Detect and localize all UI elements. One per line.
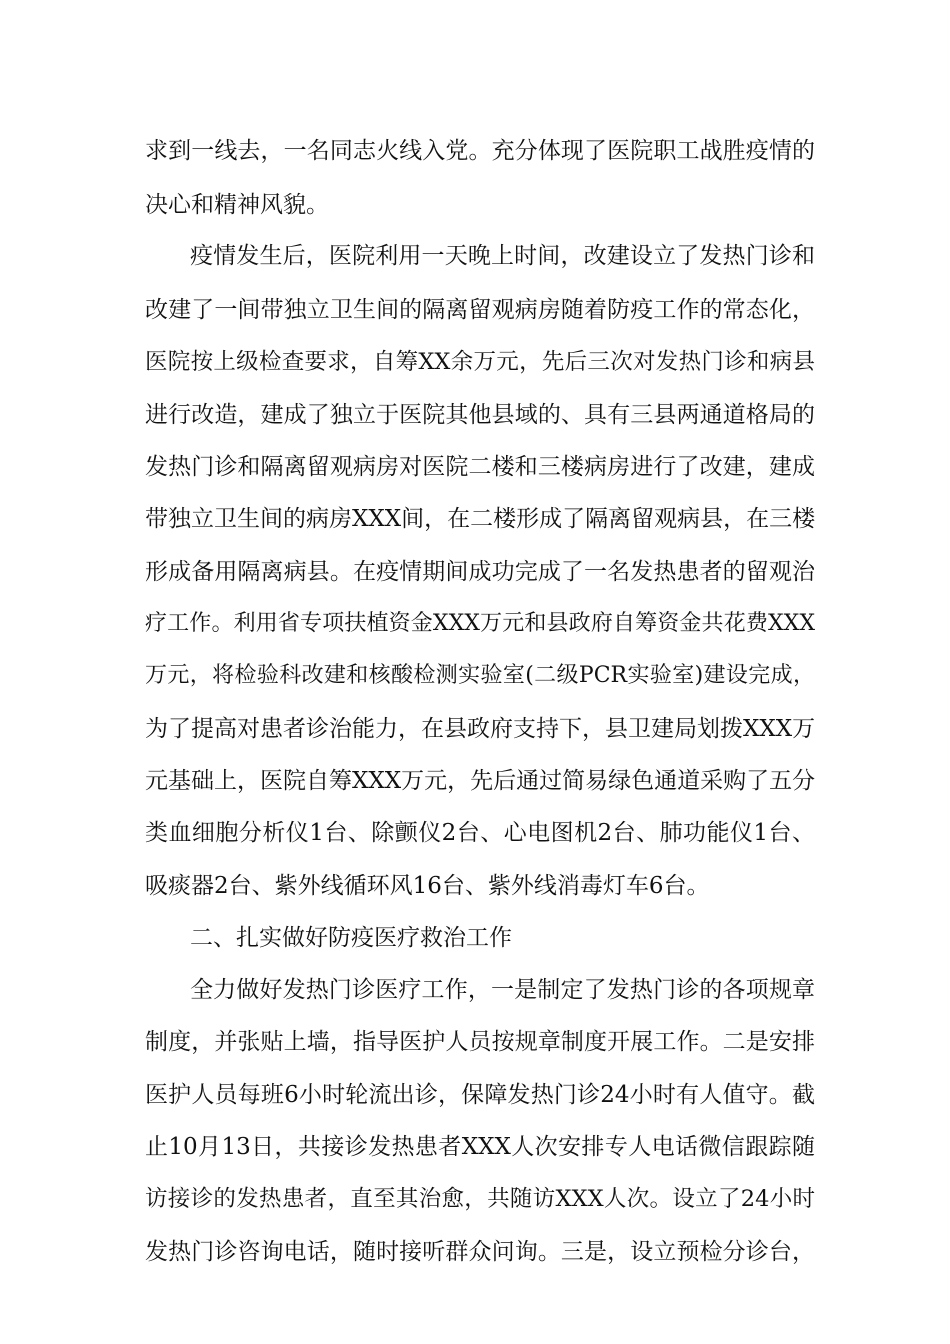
paragraph-first-line: 全力做好发热门诊医疗工作，一是制定了发热门诊的各项规章 xyxy=(190,977,815,1003)
text-line: 访接诊的发热患者，直至其治愈，共随访XXX人次。设立了24小时 xyxy=(145,1186,815,1212)
text-line: 类血细胞分析仪1台、除颤仪2台、心电图机2台、肺功能仪1台、 xyxy=(145,820,815,846)
text-line: 医护人员每班6小时轮流出诊，保障发热门诊24小时有人值守。截 xyxy=(145,1082,815,1108)
text-line: 疗工作。利用省专项扶植资金XXX万元和县政府自筹资金共花费XXX xyxy=(145,611,815,636)
paragraph-first-line: 疫情发生后，医院利用一天晚上时间，改建设立了发热门诊和 xyxy=(190,243,815,269)
text-line: 为了提高对患者诊治能力，在县政府支持下，县卫建局划拨XXX万 xyxy=(145,716,816,742)
section-heading: 二、扎实做好防疫医疗救治工作 xyxy=(190,925,512,951)
text-line: 发热门诊咨询电话，随时接听群众问询。三是，设立预检分诊台， xyxy=(145,1239,815,1265)
text-line: 止10月13日，共接诊发热患者XXX人次安排专人电话微信跟踪随 xyxy=(145,1134,815,1160)
text-line: 制度，并张贴上墙，指导医护人员按规章制度开展工作。二是安排 xyxy=(145,1029,815,1055)
text-line: 改建了一间带独立卫生间的隔离留观病房随着防疫工作的常态化， xyxy=(145,297,815,323)
text-line: 进行改造，建成了独立于医院其他县域的、具有三县两通道格局的 xyxy=(145,402,815,428)
text-line: 带独立卫生间的病房XXX间，在二楼形成了隔离留观病县，在三楼 xyxy=(145,506,816,532)
text-line: 求到一线去，一名同志火线入党。充分体现了医院职工战胜疫情的 xyxy=(145,138,815,164)
text-line: 吸痰器2台、紫外线循环风16台、紫外线消毒灯车6台。 xyxy=(145,873,710,899)
text-line: 医院按上级检查要求，自筹XX余万元，先后三次对发热门诊和病县 xyxy=(145,349,815,375)
text-line: 万元，将检验科改建和核酸检测实验室(二级PCR实验室)建设完成， xyxy=(145,663,815,688)
text-line: 形成备用隔离病县。在疫情期间成功完成了一名发热患者的留观治 xyxy=(145,559,815,585)
text-line: 发热门诊和隔离留观病房对医院二楼和三楼病房进行了改建，建成 xyxy=(145,454,815,480)
text-line: 决心和精神风貌。 xyxy=(145,192,329,218)
text-line: 元基础上，医院自筹XXX万元，先后通过简易绿色通道采购了五分 xyxy=(145,768,816,794)
